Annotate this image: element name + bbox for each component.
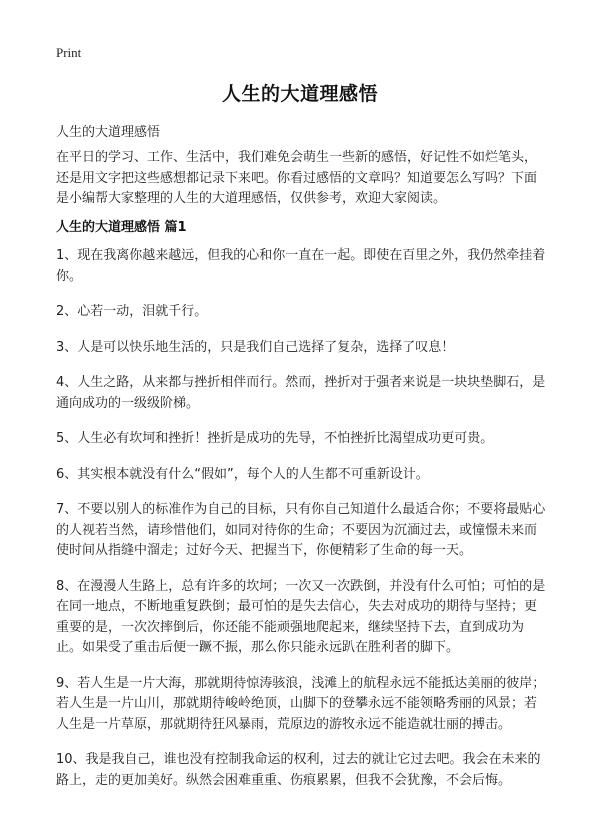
list-item: 2、心若一动，泪就千行。 (56, 304, 208, 319)
list-item: 1、现在我离你越来越远，但我的心和你一直在一起。即使在百里之外，我仍然牵挂着你。 (56, 248, 546, 284)
intro-paragraph: 在平日的学习、工作、生活中，我们难免会萌生一些新的感悟，好记性不如烂笔头，还是用文字把这些感想都记录下来吧。你看过感悟的文章吗？知道要怎么写吗？下面是小编帮大家整理的人生的大道理感悟，仅供参考，欢迎大家阅读。 (56, 150, 538, 206)
list-item: 9、若人生是一片大海，那就期待惊涛骇浪，浅滩上的航程永远不能抵达美丽的彼岸；若人生是一片山川，那就期待峻岭绝顶，山脚下的登攀永远不能领略秀丽的风景；若人生是一片草原，那就期待狂风暴雨，荒原边的游牧永远不能造就壮丽的搏击。 (56, 675, 546, 732)
print-label[interactable]: Print (56, 45, 82, 60)
section-heading: 人生的大道理感悟 篇1 (56, 220, 187, 235)
list-item: 5、人生必有坎坷和挫折！挫折是成功的先导，不怕挫折比渴望成功更可贵。 (56, 431, 494, 446)
list-item: 3、人是可以快乐地生活的，只是我们自己选择了复杂，选择了叹息！ (56, 339, 455, 355)
list-item: 7、不要以别人的标准作为自己的目标，只有你自己知道什么最适合你；不要将最贴心的人视若当然，请珍惜他们，如同对待你的生命；不要因为沉湎过去，或憧憬未来而使时间从指缝中溜走；过好今天、把握当下，你便精彩了生命的每一天。 (56, 502, 546, 558)
list-item: 6、其实根本就没有什么“假如”，每个人的人生都不可重新设计。 (56, 466, 429, 482)
article-subtitle: 人生的大道理感悟 (56, 125, 161, 140)
page-title: 人生的大道理感悟 (221, 83, 378, 105)
list-item: 8、在漫漫人生路上，总有许多的坎坷；一次又一次跌倒，并没有什么可怕；可怕的是在同一地点，不断地重复跌倒；最可怕的是失去信心，失去对成功的期待与坚持；更重要的是，一次次摔倒后，你还能不能顽强地爬起来，继续坚持下去，直到成功为止。如果受了重击后便一蹶不振，那么你只能永远趴在胜利者的脚下。 (56, 578, 546, 655)
list-item: 10、我是我自己，谁也没有控制我命运的权利，过去的就让它过去吧。我会在未来的路上，走的更加美好。纵然会困难重重、伤痕累累，但我不会犹豫，不会后悔。 (56, 752, 541, 788)
list-item: 4、人生之路，从来都与挫折相伴而行。然而，挫折对于强者来说是一块块垫脚石，是通向成功的一级级阶梯。 (56, 375, 546, 411)
quote-list (56, 246, 546, 806)
